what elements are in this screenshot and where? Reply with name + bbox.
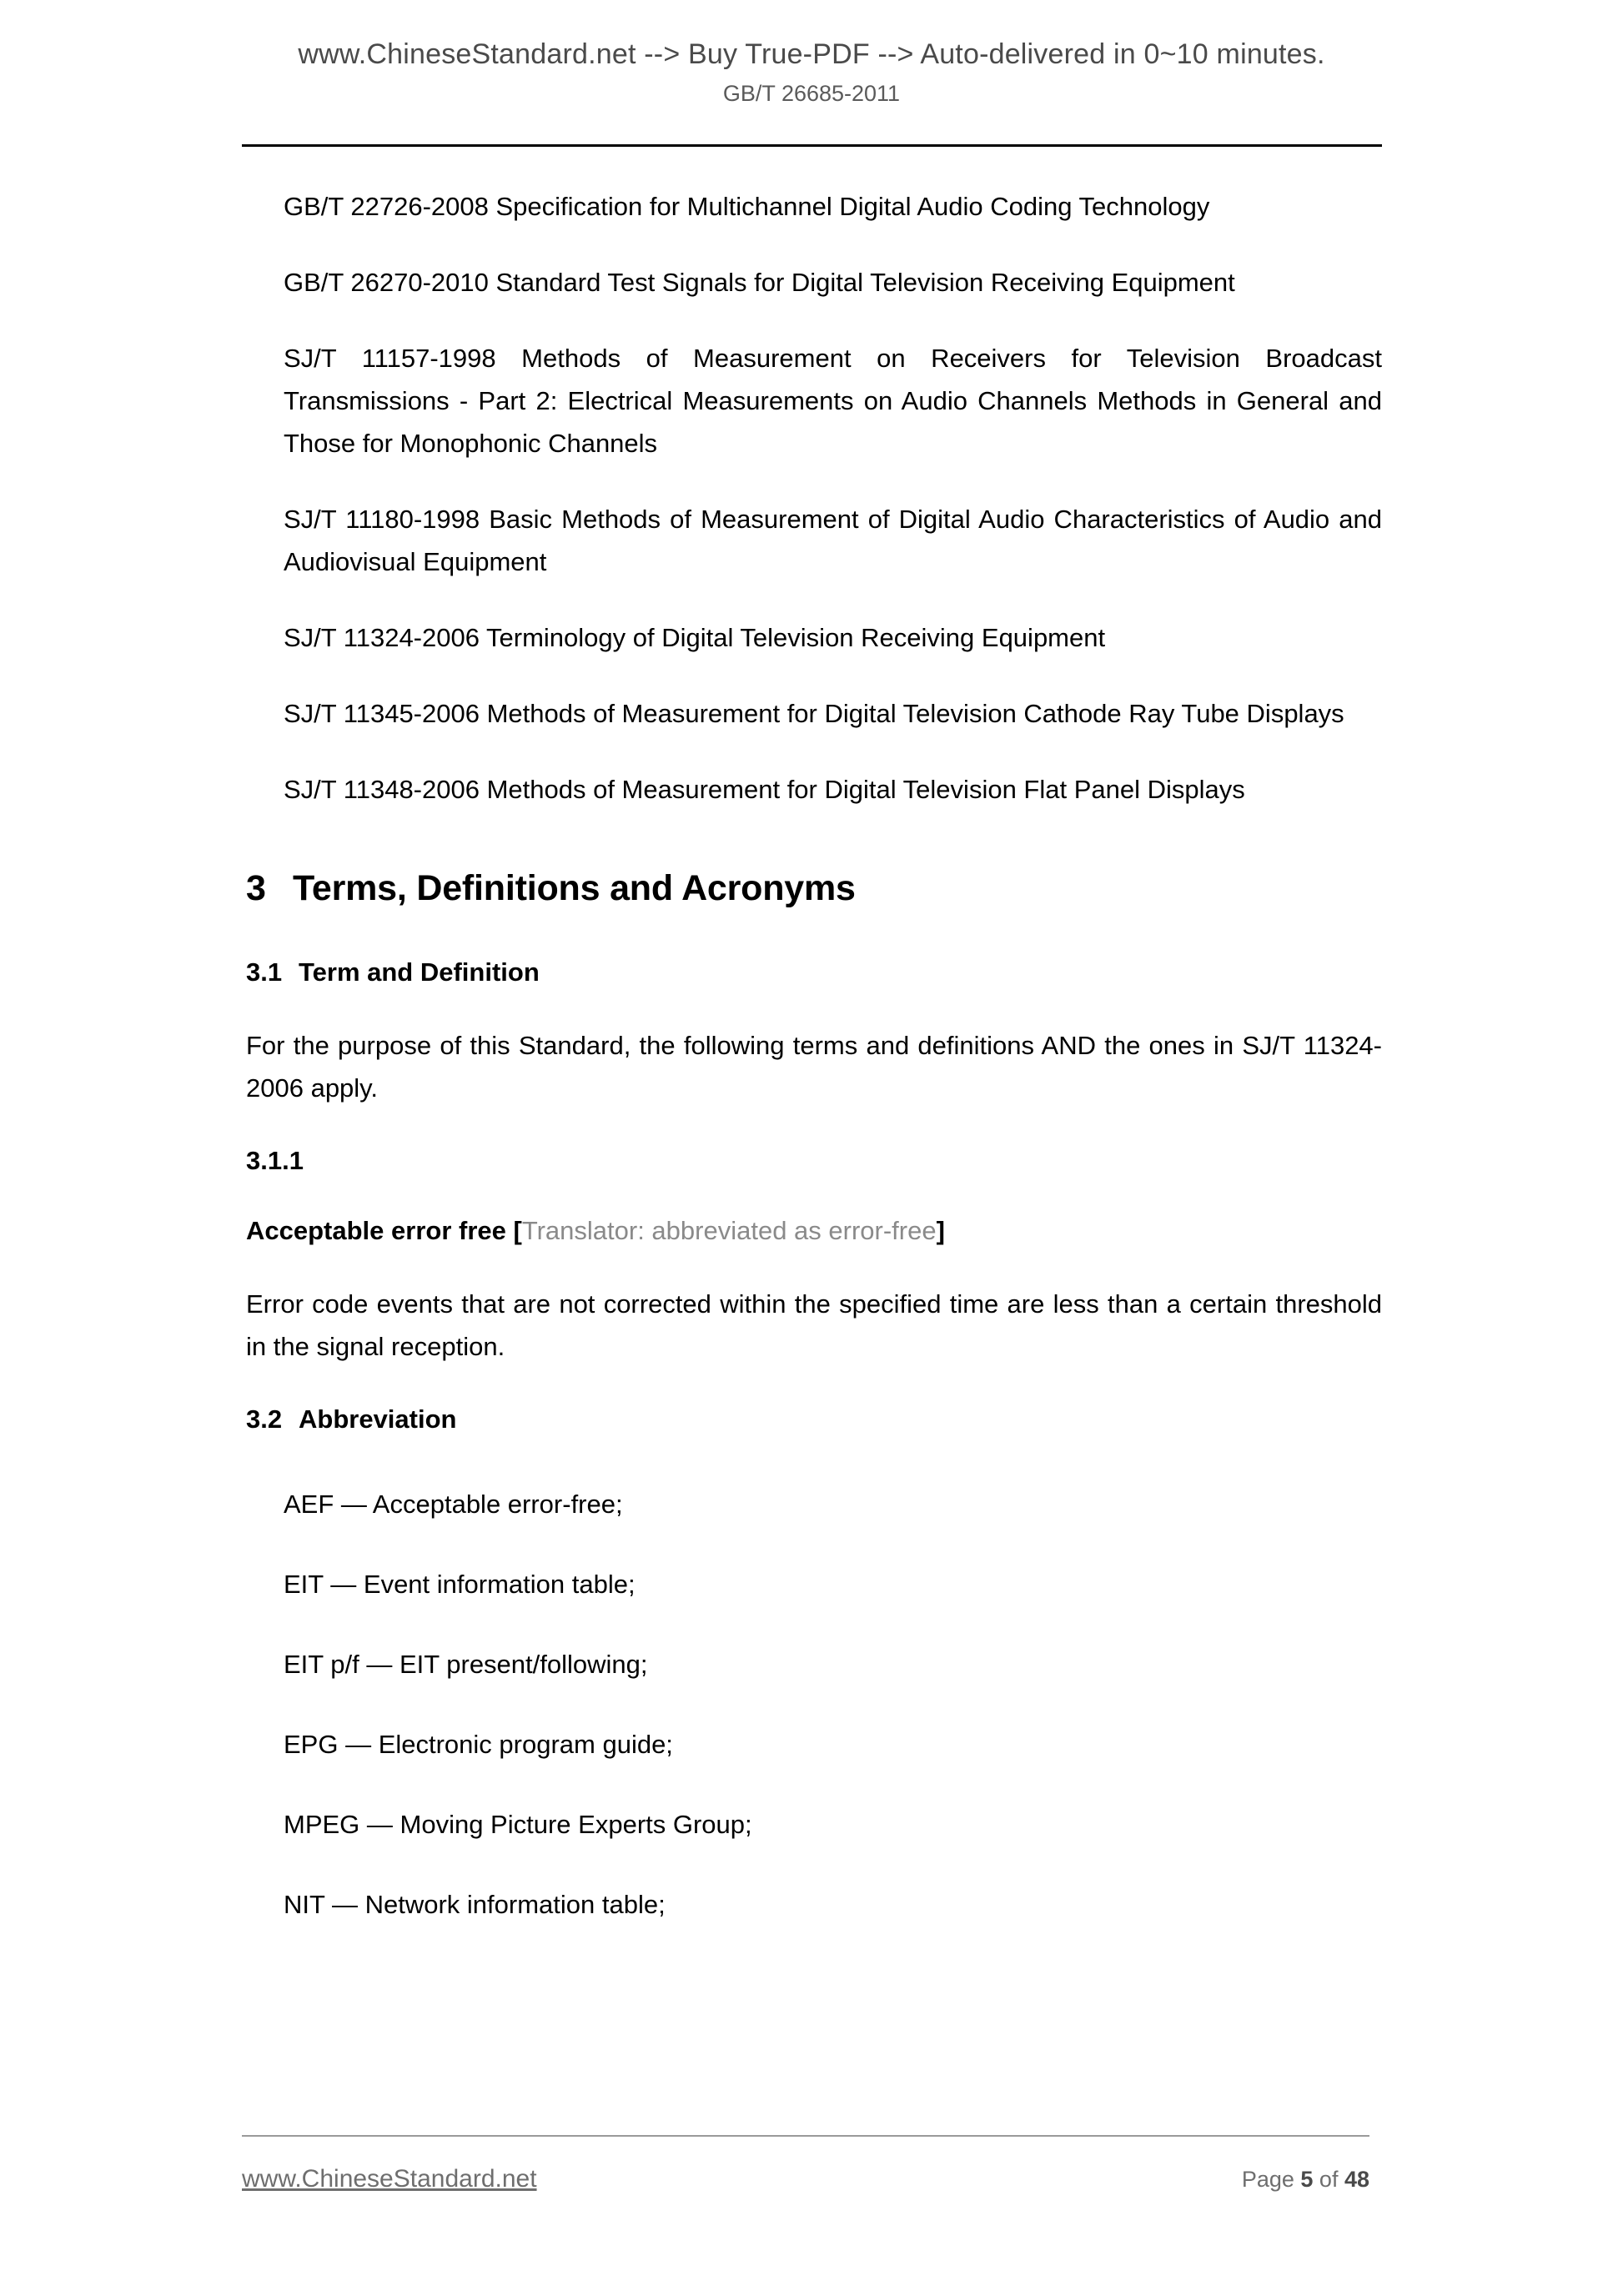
spacer	[246, 1763, 1382, 1806]
spacer	[246, 1843, 1382, 1887]
page-middle: of	[1313, 2167, 1344, 2192]
spacer	[246, 659, 1382, 692]
abbreviation-item: EIT — Event information table;	[284, 1570, 636, 1599]
spacer	[246, 1109, 1382, 1143]
footer-row	[242, 2137, 1369, 2193]
spacer	[246, 1249, 1382, 1283]
abbreviation-item: EIT p/f — EIT present/following;	[284, 1650, 648, 1679]
header-divider	[242, 144, 1382, 147]
standard-code-label: GB/T 26685-2011	[722, 81, 901, 106]
term-entry	[246, 1213, 1382, 1249]
spacer	[246, 1683, 1382, 1726]
bracket-open: [	[513, 1216, 522, 1245]
abbreviation-item: EPG — Electronic program guide;	[284, 1730, 673, 1759]
translator-note: Translator: abbreviated as error-free	[521, 1216, 937, 1245]
reference-item: SJ/T 11345-2006 Methods of Measurement for Digital Television Cathode Ray Tube Displays	[284, 699, 1344, 728]
spacer	[246, 304, 1382, 337]
spacer	[246, 1368, 1382, 1401]
section-3-2-title: Abbreviation	[299, 1404, 457, 1434]
section-3-title: Terms, Definitions and Acronyms	[293, 868, 856, 908]
spacer	[246, 583, 1382, 616]
reference-item: SJ/T 11180-1998 Basic Methods of Measurement of Digital Audio Characteristics of Audio and Audiovisual Equipment	[284, 505, 1382, 576]
spacer	[246, 228, 1382, 261]
section-3-number: 3	[246, 868, 266, 908]
section-3-2-number: 3.2	[246, 1404, 283, 1434]
section-3-1-title: Term and Definition	[299, 957, 540, 987]
total-page-number: 48	[1344, 2167, 1369, 2192]
term-name: Acceptable error free	[246, 1216, 514, 1245]
page-footer	[242, 2135, 1369, 2193]
promo-banner-text: www.ChineseStandard.net --> Buy True-PDF --> Auto-delivered in 0~10 minutes.	[298, 38, 1325, 70]
spacer	[246, 1603, 1382, 1646]
section-3-1-1-heading: 3.1.1	[246, 1146, 304, 1175]
term-definition: Error code events that are not corrected within the specified time are less than a certain threshold in the signal reception.	[246, 1289, 1382, 1361]
bracket-close: ]	[936, 1216, 945, 1245]
spacer	[246, 1523, 1382, 1566]
page-prefix: Page	[1241, 2167, 1301, 2192]
abbreviation-item: MPEG — Moving Picture Experts Group;	[284, 1810, 752, 1839]
spacer	[246, 465, 1382, 498]
spacer	[246, 991, 1382, 1024]
section-3-1-number: 3.1	[246, 957, 283, 987]
current-page-number: 5	[1300, 2167, 1314, 2192]
footer-website-link[interactable]: www.ChineseStandard.net	[242, 2165, 537, 2193]
section-3-1-heading	[246, 954, 1382, 991]
spacer	[246, 911, 1382, 954]
abbreviation-item: NIT — Network information table;	[284, 1890, 666, 1919]
spacer	[246, 1438, 1382, 1486]
spacer	[246, 1179, 1382, 1213]
reference-item: GB/T 22726-2008 Specification for Multichannel Digital Audio Coding Technology	[284, 192, 1210, 221]
reference-item: SJ/T 11348-2006 Methods of Measurement for Digital Television Flat Panel Displays	[284, 775, 1245, 804]
section-3-heading	[246, 866, 1382, 911]
spacer	[246, 735, 1382, 768]
document-body	[246, 185, 1382, 1923]
page-number-indicator	[1242, 2167, 1369, 2193]
page-header	[0, 0, 1623, 107]
reference-item: SJ/T 11324-2006 Terminology of Digital Television Receiving Equipment	[284, 623, 1106, 652]
section-3-2-heading	[246, 1401, 1382, 1438]
spacer	[246, 811, 1382, 866]
reference-item: GB/T 26270-2010 Standard Test Signals for Digital Television Receiving Equipment	[284, 268, 1235, 297]
reference-item: SJ/T 11157-1998 Methods of Measurement on Receivers for Television Broadcast Transmissions - Part 2: Electrical Measurements on Audio Channels Methods in General and Those for Monophonic Channels	[284, 344, 1382, 458]
abbreviation-item: AEF — Acceptable error-free;	[284, 1490, 623, 1519]
section-3-1-body: For the purpose of this Standard, the following terms and definitions AND the ones in SJ/T 11324-2006 apply.	[246, 1031, 1382, 1103]
